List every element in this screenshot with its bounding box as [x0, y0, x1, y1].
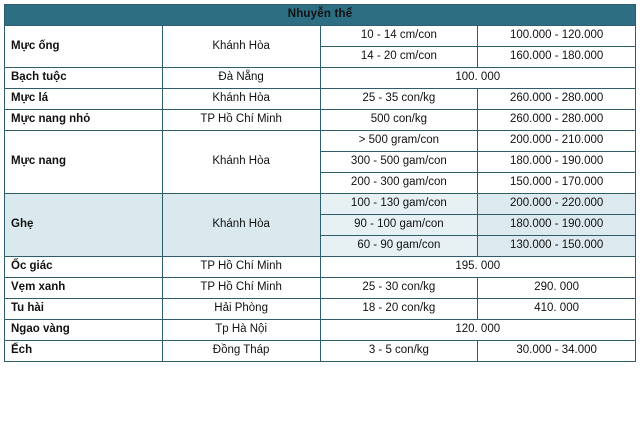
- table-row: [5, 68, 636, 89]
- row-product-name: Ngao vàng: [5, 320, 163, 341]
- row-product-name: Mực nang nhỏ: [5, 110, 163, 131]
- seafood-price-table: [4, 4, 636, 362]
- row-price: 120. 000: [320, 320, 636, 341]
- row-price: 160.000 - 180.000: [478, 47, 636, 68]
- row-origin: Khánh Hòa: [162, 89, 320, 110]
- row-price: 410. 000: [478, 299, 636, 320]
- row-product-name: Mực nang: [5, 131, 163, 194]
- table-row: [5, 110, 636, 131]
- row-specification: 200 - 300 gam/con: [320, 173, 478, 194]
- page-title: Nhuyễn thể: [5, 5, 636, 26]
- row-specification: > 500 gram/con: [320, 131, 478, 152]
- row-price: 30.000 - 34.000: [478, 341, 636, 362]
- row-specification: 60 - 90 gam/con: [320, 236, 478, 257]
- row-price: 195. 000: [320, 257, 636, 278]
- table-row: [5, 89, 636, 110]
- table-row: [5, 131, 636, 152]
- row-origin: TP Hồ Chí Minh: [162, 257, 320, 278]
- row-specification: 14 - 20 cm/con: [320, 47, 478, 68]
- table-row: [5, 341, 636, 362]
- row-product-name: Mực ống: [5, 26, 163, 68]
- table-title-row: [5, 5, 636, 26]
- row-price: 100. 000: [320, 68, 636, 89]
- row-price: 260.000 - 280.000: [478, 89, 636, 110]
- row-price: 130.000 - 150.000: [478, 236, 636, 257]
- row-specification: 25 - 30 con/kg: [320, 278, 478, 299]
- table-row: [5, 320, 636, 341]
- row-product-name: Mực lá: [5, 89, 163, 110]
- row-price: 100.000 - 120.000: [478, 26, 636, 47]
- row-specification: 3 - 5 con/kg: [320, 341, 478, 362]
- row-origin: TP Hồ Chí Minh: [162, 278, 320, 299]
- row-specification: 10 - 14 cm/con: [320, 26, 478, 47]
- row-origin: Đồng Tháp: [162, 341, 320, 362]
- row-specification: 18 - 20 con/kg: [320, 299, 478, 320]
- row-price: 260.000 - 280.000: [478, 110, 636, 131]
- row-price: 180.000 - 190.000: [478, 152, 636, 173]
- table-row: [5, 278, 636, 299]
- row-specification: 90 - 100 gam/con: [320, 215, 478, 236]
- row-price: 150.000 - 170.000: [478, 173, 636, 194]
- row-product-name: Ếch: [5, 341, 163, 362]
- table-row: [5, 194, 636, 215]
- row-origin: Tp Hà Nội: [162, 320, 320, 341]
- table-row: [5, 26, 636, 47]
- row-price: 200.000 - 210.000: [478, 131, 636, 152]
- row-origin: Khánh Hòa: [162, 131, 320, 194]
- row-origin: Đà Nẵng: [162, 68, 320, 89]
- row-price: 290. 000: [478, 278, 636, 299]
- row-product-name: Vẹm xanh: [5, 278, 163, 299]
- table-row: [5, 257, 636, 278]
- table-row: [5, 299, 636, 320]
- row-specification: 25 - 35 con/kg: [320, 89, 478, 110]
- row-price: 180.000 - 190.000: [478, 215, 636, 236]
- row-product-name: Ốc giác: [5, 257, 163, 278]
- row-product-name: Ghẹ: [5, 194, 163, 257]
- table-body: [5, 26, 636, 362]
- row-specification: 100 - 130 gam/con: [320, 194, 478, 215]
- row-product-name: Bạch tuộc: [5, 68, 163, 89]
- row-specification: 300 - 500 gam/con: [320, 152, 478, 173]
- row-product-name: Tu hài: [5, 299, 163, 320]
- row-origin: Khánh Hòa: [162, 26, 320, 68]
- row-specification: 500 con/kg: [320, 110, 478, 131]
- row-origin: Hải Phòng: [162, 299, 320, 320]
- row-origin: TP Hồ Chí Minh: [162, 110, 320, 131]
- row-origin: Khánh Hòa: [162, 194, 320, 257]
- row-price: 200.000 - 220.000: [478, 194, 636, 215]
